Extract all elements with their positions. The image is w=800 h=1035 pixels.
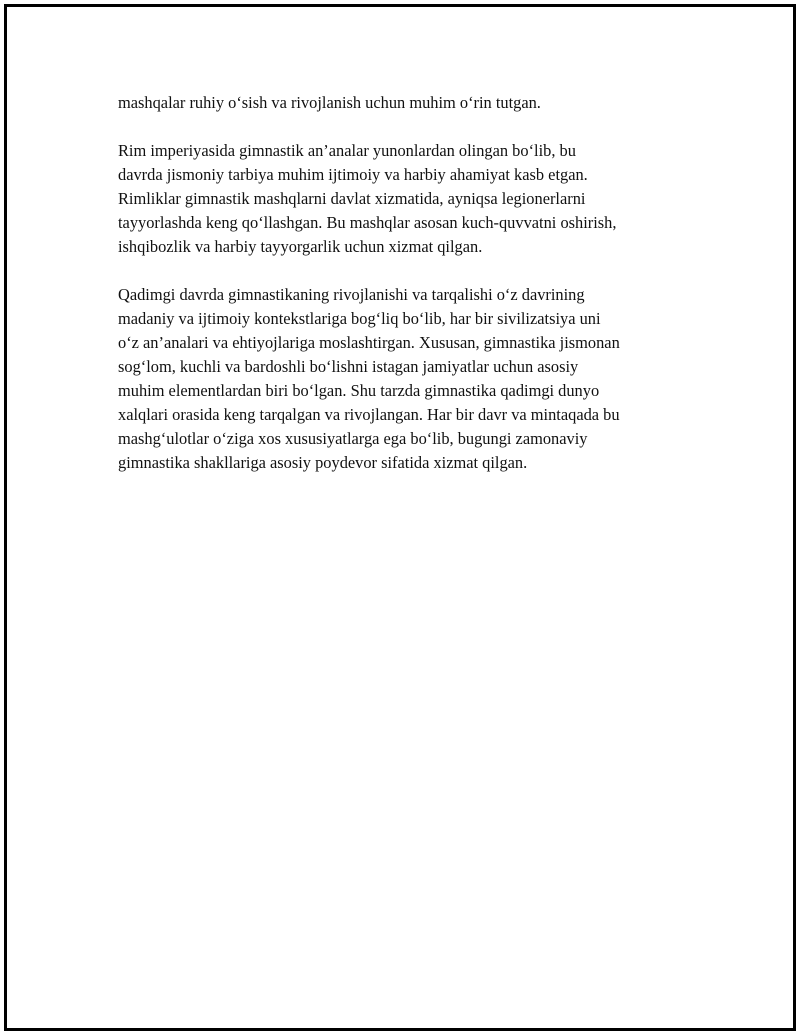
- text-line: tayyorlashda keng qoʻllashgan. Bu mashqlar asosan kuch-quvvatni oshirish,: [118, 213, 617, 232]
- paragraph-3: [118, 283, 698, 475]
- text-line: gimnastika shakllariga asosiy poydevor sifatida xizmat qilgan.: [118, 453, 528, 472]
- text-line: oʻz an’analari va ehtiyojlariga moslashtirgan. Xususan, gimnastika jismonan: [118, 333, 620, 352]
- text-line: madaniy va ijtimoiy kontekstlariga bogʻliq boʻlib, har bir sivilizatsiya uni: [118, 309, 601, 328]
- text-line: muhim elementlardan biri boʻlgan. Shu tarzda gimnastika qadimgi dunyo: [118, 381, 600, 400]
- text-line: Qadimgi davrda gimnastikaning rivojlanishi va tarqalishi oʻz davrining: [118, 285, 585, 304]
- text-line: mashgʻulotlar oʻziga xos xususiyatlarga ega boʻlib, bugungi zamonaviy: [118, 429, 588, 448]
- text-line: xalqlari orasida keng tarqalgan va rivojlangan. Har bir davr va mintaqada bu: [118, 405, 620, 424]
- text-line: mashqalar ruhiy oʻsish va rivojlanish uchun muhim oʻrin tutgan.: [118, 93, 541, 112]
- text-line: Rimliklar gimnastik mashqlarni davlat xizmatida, ayniqsa legionerlarni: [118, 189, 586, 208]
- text-line: Rim imperiyasida gimnastik an’analar yunonlardan olingan boʻlib, bu: [118, 141, 576, 160]
- paragraph-2: [118, 139, 698, 259]
- text-line: sogʻlom, kuchli va bardoshli boʻlishni istagan jamiyatlar uchun asosiy: [118, 357, 579, 376]
- paragraph-1: [118, 91, 698, 115]
- document-body: [118, 91, 698, 499]
- text-line: davrda jismoniy tarbiya muhim ijtimoiy va harbiy ahamiyat kasb etgan.: [118, 165, 588, 184]
- text-line: ishqibozlik va harbiy tayyorgarlik uchun xizmat qilgan.: [118, 237, 483, 256]
